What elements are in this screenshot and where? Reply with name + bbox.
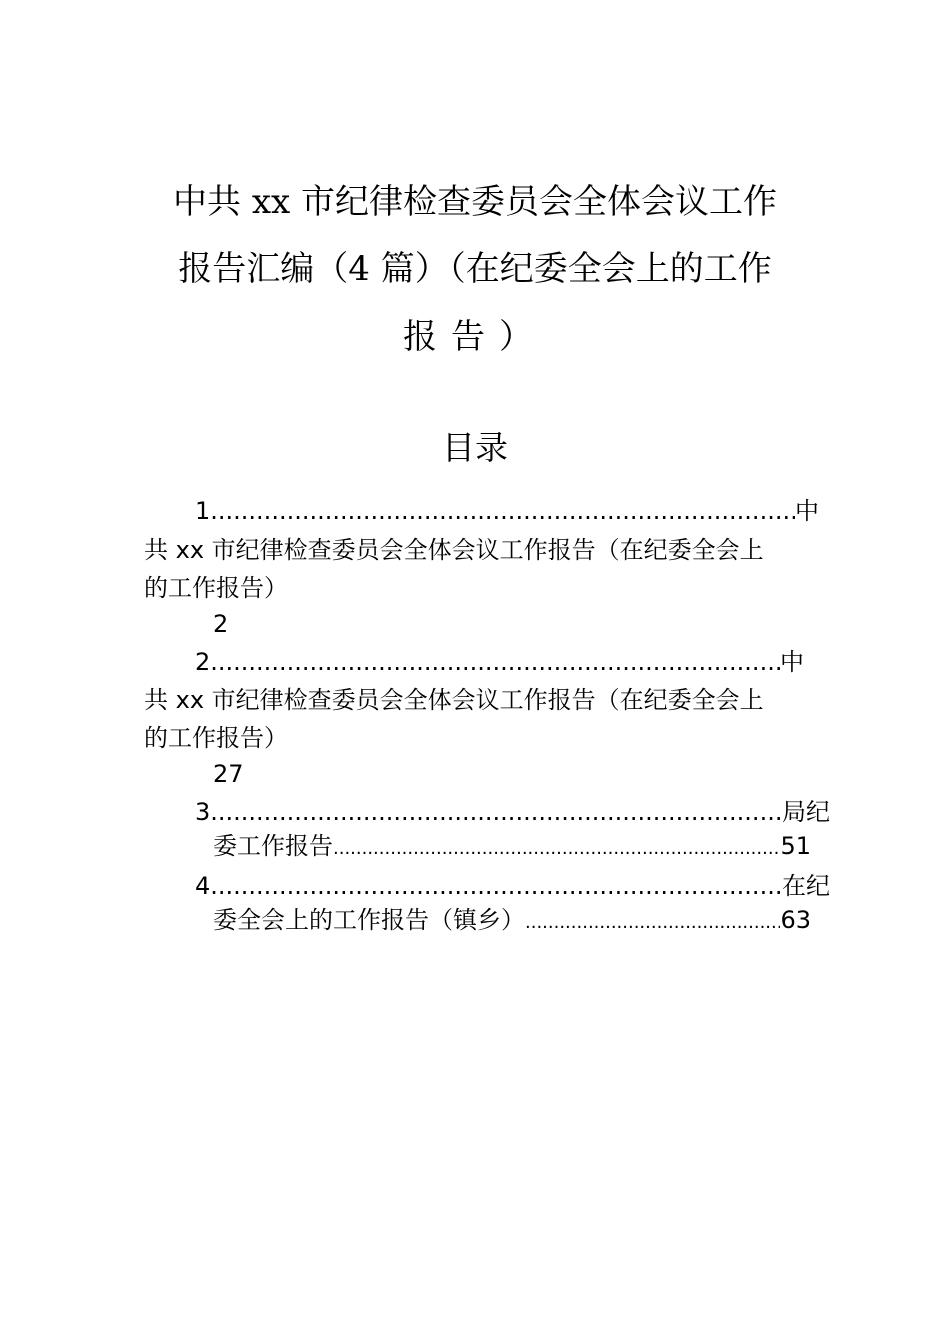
toc-leader-dots [210, 799, 782, 825]
toc-leader-dots [210, 873, 782, 899]
toc-entry-1-title-line-2[interactable]: 的工作报告） [144, 574, 288, 602]
toc-entry-number: 4 [195, 872, 211, 900]
toc-entry-2-page[interactable]: 27 [213, 760, 244, 788]
toc-entry-3-title-line[interactable] [213, 833, 811, 862]
toc-leader-dots [210, 649, 780, 675]
toc-leader-dots [525, 910, 780, 936]
toc-entry-title: 委工作报告 [213, 832, 333, 860]
toc-leader-dots [333, 836, 780, 862]
toc-entry-1-page[interactable]: 2 [213, 610, 229, 638]
toc-entry-1-leader-line[interactable] [195, 498, 819, 524]
toc-entry-2-leader-line[interactable] [195, 649, 804, 675]
toc-entry-1-title-line-1[interactable]: 共 xx 市纪律检查委员会全体会议工作报告（在纪委全会上 [144, 536, 764, 564]
document-title-line-1: 中共 xx 市纪律检查委员会全体会议工作 [173, 182, 777, 222]
toc-entry-title: 委全会上的工作报告（镇乡） [213, 906, 525, 934]
toc-entry-number: 1 [195, 497, 211, 525]
toc-leader-dots [210, 498, 795, 524]
toc-entry-title-start: 局纪 [782, 798, 830, 826]
toc-entry-4-leader-line[interactable] [195, 873, 830, 899]
toc-entry-title-start: 中 [795, 497, 819, 525]
toc-entry-number: 3 [195, 798, 211, 826]
toc-entry-4-title-line[interactable] [213, 907, 811, 936]
toc-entry-title-start: 在纪 [782, 872, 830, 900]
toc-entry-number: 2 [195, 648, 211, 676]
toc-entry-page: 63 [780, 906, 811, 934]
document-title-line-3: 报告） [403, 317, 547, 357]
toc-entry-2-title-line-2[interactable]: 的工作报告） [144, 724, 288, 752]
toc-entry-page: 51 [780, 832, 811, 860]
document-title-line-2: 报告汇编（4 篇）（在纪委全会上的工作 [178, 249, 772, 289]
toc-entry-3-leader-line[interactable] [195, 799, 830, 825]
toc-heading: 目录 [442, 428, 508, 467]
toc-entry-2-title-line-1[interactable]: 共 xx 市纪律检查委员会全体会议工作报告（在纪委全会上 [144, 686, 764, 714]
toc-entry-title-start: 中 [780, 648, 804, 676]
